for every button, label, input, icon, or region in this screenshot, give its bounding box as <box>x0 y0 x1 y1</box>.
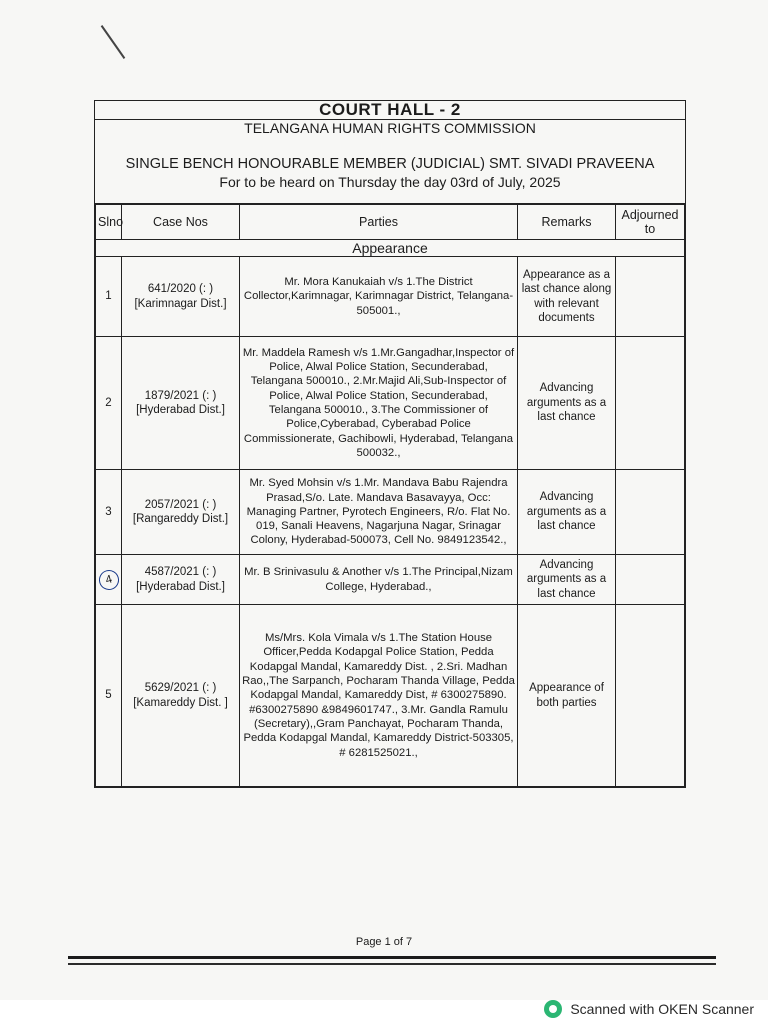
cell-case-no <box>122 337 240 470</box>
scanner-watermark <box>544 1000 754 1018</box>
page-number: Page 1 of 7 <box>355 936 413 948</box>
footer-rule <box>68 963 716 965</box>
cell-adjourned <box>616 555 685 605</box>
case-number: 5629/2021 (: ) <box>144 682 217 694</box>
cell-remarks: Advancing arguments as a last chance <box>518 470 616 555</box>
cause-list-sheet <box>94 100 686 788</box>
cell-slno: 3 <box>96 470 122 555</box>
table-row <box>96 555 685 605</box>
case-district: [Hyderabad Dist.] <box>136 580 225 593</box>
column-header-adjourned: Adjourned to <box>616 205 685 240</box>
cell-slno: 1 <box>96 257 122 337</box>
case-district: [Rangareddy Dist.] <box>132 513 229 525</box>
scanner-label: Scanned with OKEN Scanner <box>570 1001 754 1017</box>
cell-slno: 5 <box>96 605 122 787</box>
column-header-slno: Slno <box>96 205 122 240</box>
section-row <box>96 240 685 257</box>
handwritten-circle-mark: 4 <box>96 567 120 591</box>
column-header-parties: Parties <box>240 205 518 240</box>
scan-stroke-mark <box>101 25 126 59</box>
oken-scanner-icon <box>544 1000 562 1018</box>
cell-remarks: Appearance of both parties <box>518 605 616 787</box>
table-row <box>96 605 685 787</box>
cell-parties: Mr. B Srinivasulu & Another v/s 1.The Principal,Nizam College, Hyderabad., <box>240 555 518 605</box>
cell-parties: Mr. Syed Mohsin v/s 1.Mr. Mandava Babu Rajendra Prasad,S/o. Late. Mandava Basavayya, Occ: Managing Partner, Pyrotech Engineers, R/o. Flat No. 019, Sanali Heavens, Nagarjuna Nagar, Srinagar Colony, Hyderabad-500073, Cell No. 9849123542., <box>240 470 518 555</box>
bench-line: SINGLE BENCH HONOURABLE MEMBER (JUDICIAL) SMT. SIVADI PRAVEENA <box>125 156 655 172</box>
commission-name: TELANGANA HUMAN RIGHTS COMMISSION <box>95 119 685 137</box>
column-header-remarks: Remarks <box>518 205 616 240</box>
cell-adjourned <box>616 257 685 337</box>
court-hall-title: COURT HALL - 2 <box>319 100 461 119</box>
table-header-row <box>96 205 685 240</box>
cause-list-header <box>95 101 685 204</box>
cell-remarks: Appearance as a last chance along with relevant documents <box>518 257 616 337</box>
cell-slno: 2 <box>96 337 122 470</box>
table-row <box>96 337 685 470</box>
cell-case-no <box>122 470 240 555</box>
cell-remarks: Advancing arguments as a last chance <box>518 337 616 470</box>
case-district: [Hyderabad Dist.] <box>136 404 225 416</box>
column-header-case-nos: Case Nos <box>122 205 240 240</box>
cell-slno <box>96 555 122 605</box>
cell-case-no <box>122 257 240 337</box>
table-row <box>96 470 685 555</box>
table-row <box>96 257 685 337</box>
cell-case-no <box>122 555 240 605</box>
cell-adjourned <box>616 605 685 787</box>
cell-case-no <box>122 605 240 787</box>
footer-rule <box>68 956 716 959</box>
cell-adjourned <box>616 337 685 470</box>
cell-adjourned <box>616 470 685 555</box>
case-number: 4587/2021 (: ) <box>144 566 217 578</box>
case-number: 2057/2021 (: ) <box>144 498 217 511</box>
cell-remarks: Advancing arguments as a last chance <box>518 555 616 605</box>
case-district: [Karimnagar Dist.] <box>134 297 227 310</box>
hearing-date-line: For to be heard on Thursday the day 03rd of July, 2025 <box>219 174 561 190</box>
cell-parties: Mr. Maddela Ramesh v/s 1.Mr.Gangadhar,Inspector of Police, Alwal Police Station, Secunderabad, Telangana 500010., 2.Mr.Majid Ali,Sub-Inspector of Police, Alwal Police Station, Secunderabad, Telangana 500010., 3.The Commissioner of Police,Cyberabad, Cyberabad Police Commissionerate, Gachibowli, Hyderabad, Telangana 500032., <box>240 337 518 470</box>
case-number: 641/2020 (: ) <box>147 283 214 295</box>
cell-parties: Ms/Mrs. Kola Vimala v/s 1.The Station House Officer,Pedda Kodapgal Police Station, Pedda Kodapgal Mandal, Kamareddy Dist. , 2.Sri. Madhan Rao,,The Sarpanch, Pocharam Thanda Village, Pedda Kodapgal Mandal, Kamareddy Dist, # 6300275890. #6300275890 &9849601747., 3.Mr. Gandla Ramulu (Secretary),,Gram Panchayat, Pocharam Thanda, Pedda Kodapgal Mandal, Kamareddy District-503305, # 6281525021., <box>240 605 518 787</box>
cause-list-table <box>95 204 685 787</box>
cell-parties: Mr. Mora Kanukaiah v/s 1.The District Collector,Karimnagar, Karimnagar District, Telangana-505001., <box>240 257 518 337</box>
case-district: [Kamareddy Dist. ] <box>133 696 228 709</box>
section-heading: Appearance <box>96 240 685 257</box>
case-number: 1879/2021 (: ) <box>144 389 217 402</box>
